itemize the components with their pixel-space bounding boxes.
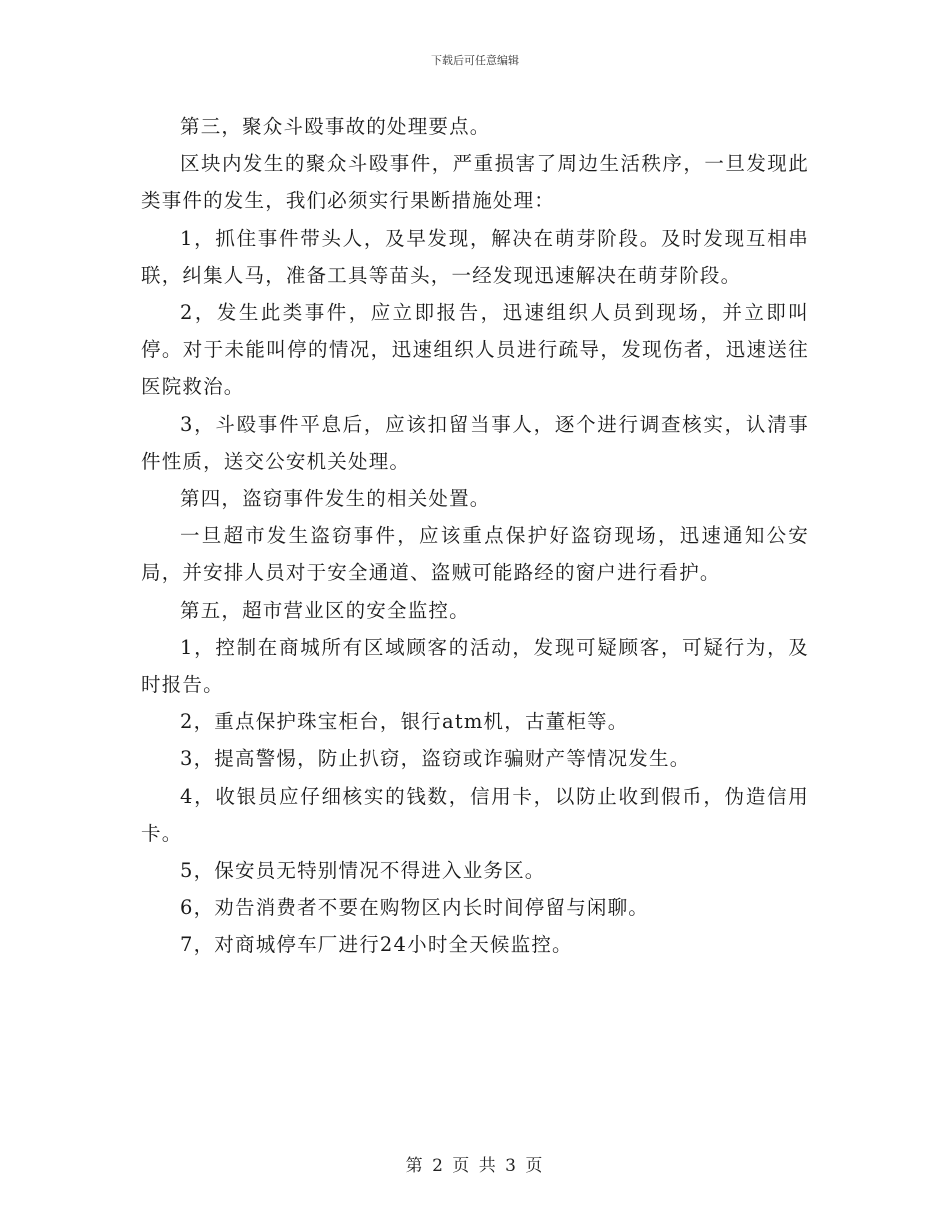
list-item-fight-3: 3，斗殴事件平息后，应该扣留当事人，逐个进行调查核实，认清事件性质，送交公安机关处理。 (141, 412, 809, 473)
document-body (141, 108, 809, 964)
heading-section-five: 第五，超市营业区的安全监控。 (180, 598, 470, 622)
list-item-monitor-4: 4，收银员应仔细核实的钱数，信用卡，以防止收到假币，伪造信用卡。 (141, 784, 809, 845)
heading-section-four: 第四，盗窃事件发生的相关处置。 (180, 487, 491, 511)
paragraph-theft: 一旦超市发生盗窃事件，应该重点保护好盗窃现场，迅速通知公安局，并安排人员对于安全通道、盗贼可能路经的窗户进行看护。 (141, 524, 809, 585)
list-item-monitor-6: 6，劝告消费者不要在购物区内长时间停留与闲聊。 (180, 896, 650, 920)
page-number-footer: 第 2 页 共 3 页 (405, 1156, 545, 1176)
list-item-fight-2: 2，发生此类事件，应立即报告，迅速组织人员到现场，并立即叫停。对于未能叫停的情况，迅速组织人员进行疏导，发现伤者，迅速送往医院救治。 (141, 301, 809, 399)
heading-section-three: 第三，聚众斗殴事故的处理要点。 (180, 115, 491, 138)
list-item-monitor-5: 5，保安员无特别情况不得进入业务区。 (180, 859, 546, 883)
list-item-monitor-2: 2，重点保护珠宝柜台，银行atm机，古董柜等。 (180, 710, 629, 734)
list-item-fight-1: 1，抓住事件带头人，及早发现，解决在萌芽阶段。及时发现互相串联，纠集人马，准备工具等苗头，一经发现迅速解决在萌芽阶段。 (141, 226, 809, 287)
list-item-monitor-1: 1，控制在商城所有区域顾客的活动，发现可疑顾客，可疑行为，及时报告。 (141, 635, 809, 697)
page-header: 下载后可任意编辑 (431, 54, 519, 67)
paragraph-fight-intro: 区块内发生的聚众斗殴事件，严重损害了周边生活秩序，一旦发现此类事件的发生，我们必须实行果断措施处理： (141, 152, 809, 213)
list-item-monitor-7: 7，对商城停车厂进行24小时全天候监控。 (180, 933, 573, 957)
list-item-monitor-3: 3，提高警惕，防止扒窃，盗窃或诈骗财产等情况发生。 (180, 747, 691, 771)
